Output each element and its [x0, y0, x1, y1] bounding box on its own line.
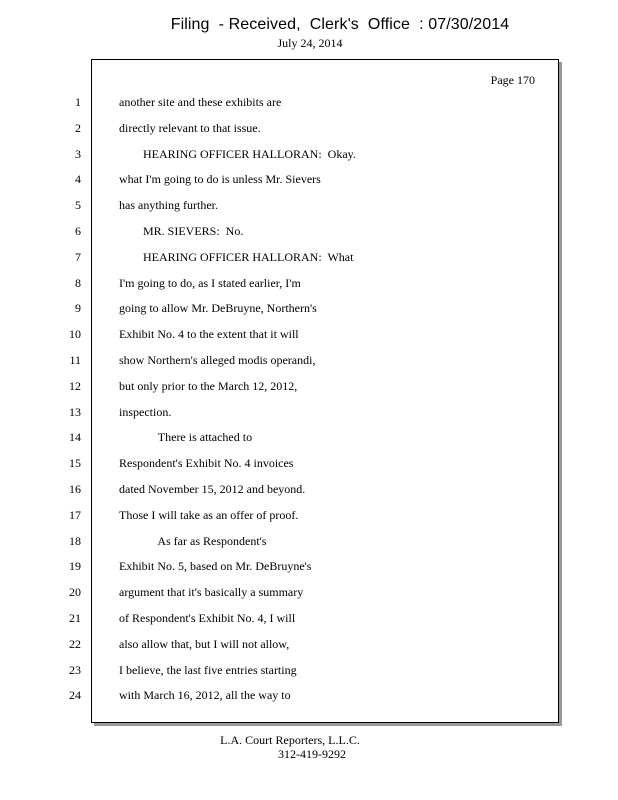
line-text: I'm going to do, as I stated earlier, I'm	[119, 275, 301, 290]
line-text: inspection.	[119, 404, 172, 419]
line-number: 4	[75, 172, 81, 187]
line-number: 8	[75, 275, 81, 290]
line-text: show Northern's alleged modis operandi,	[119, 353, 316, 367]
line-text: Exhibit No. 5, based on Mr. DeBruyne's	[119, 559, 312, 574]
line-number: 24	[69, 688, 81, 703]
line-text: directly relevant to that issue.	[119, 120, 261, 135]
line-number: 9	[75, 301, 81, 316]
line-number: 2	[75, 120, 81, 135]
line-text: what I'm going to do is unless Mr. Sievers	[119, 172, 321, 187]
line-number: 7	[75, 249, 81, 264]
line-text: dated November 15, 2012 and beyond.	[119, 482, 306, 496]
line-number: 13	[69, 404, 81, 419]
line-text: Exhibit No. 4 to the extent that it will	[119, 327, 299, 342]
line-number: 1	[75, 95, 81, 109]
line-number: 11	[69, 353, 81, 367]
line-number: 19	[69, 559, 81, 574]
line-text: but only prior to the March 12, 2012,	[119, 378, 298, 393]
line-number: 10	[69, 327, 81, 342]
line-number: 16	[69, 482, 81, 496]
line-text: argument that it's basically a summary	[119, 585, 304, 600]
page-number: Page 170	[490, 73, 535, 87]
line-number: 21	[69, 611, 81, 625]
line-number: 18	[69, 533, 81, 548]
line-text: of Respondent's Exhibit No. 4, I will	[119, 611, 296, 625]
line-text: I believe, the last five entries starting	[119, 662, 297, 677]
line-number: 3	[75, 146, 81, 161]
line-number: 12	[69, 378, 81, 393]
line-number: 6	[75, 224, 81, 238]
line-number: 15	[69, 456, 81, 471]
line-number: 20	[69, 585, 81, 600]
line-number: 22	[69, 636, 81, 651]
line-number: 23	[69, 662, 81, 677]
line-number: 17	[69, 507, 81, 522]
line-text: with March 16, 2012, all the way to	[119, 688, 291, 703]
line-number: 5	[75, 198, 81, 213]
hearing-date: July 24, 2014	[277, 36, 343, 50]
footer-phone: 312-419-9292	[278, 747, 346, 761]
line-text: Respondent's Exhibit No. 4 invoices	[119, 456, 294, 471]
line-text: another site and these exhibits are	[119, 95, 282, 109]
line-text: HEARING OFFICER HALLORAN: What	[119, 249, 354, 264]
line-text: going to allow Mr. DeBruyne, Northern's	[119, 301, 317, 316]
line-text: has anything further.	[119, 198, 218, 213]
line-text: As far as Respondent's	[119, 533, 267, 548]
line-text: Those I will take as an offer of proof.	[119, 507, 299, 522]
line-number: 14	[69, 430, 81, 445]
footer-company: L.A. Court Reporters, L.L.C.	[220, 733, 360, 747]
line-text: HEARING OFFICER HALLORAN: Okay.	[119, 146, 356, 161]
line-text: MR. SIEVERS: No.	[119, 224, 244, 238]
line-text: There is attached to	[119, 430, 253, 445]
filing-stamp: Filing - Received, Clerk's Office : 07/30/2014	[170, 16, 510, 33]
line-text: also allow that, but I will not allow,	[119, 636, 290, 651]
